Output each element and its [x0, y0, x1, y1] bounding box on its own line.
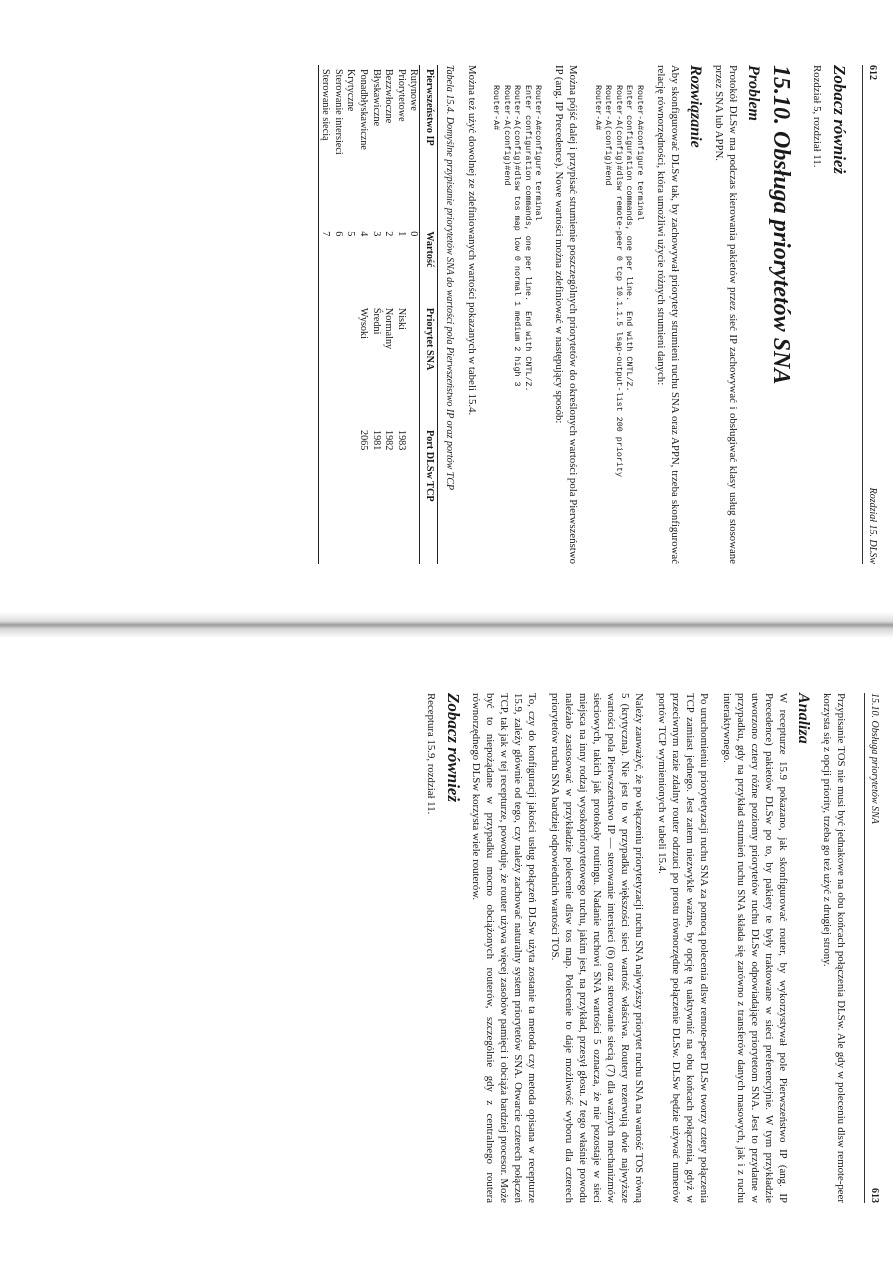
- table-row: [382, 65, 395, 564]
- analysis-paragraph: To, czy do konfiguracji jakości usług połączeń DLSw użyta zostanie ta metoda czy metoda opisana w recepturze 15.9, zależy głównie od tego, czy należy zachować naturalny system priorytetów SNA. Otwarcie czterech połączeń TCP, tak jak w tej recepturze, powoduje, że router używa więcej zasobów pamięci i obciąża bardziej procesor. Może być to niepożądane w przypadku mocno obciążonych routerów, szczególnie gdy z centralnego routera równorzędnego DLSw korzysta wiele routerów.: [470, 693, 538, 1203]
- left-page: [0, 0, 893, 622]
- left-page-number: 612: [867, 65, 878, 80]
- table-cell: 2065: [358, 429, 370, 451]
- table-header-cell: Priorytet SNA: [420, 304, 438, 426]
- table-cell: Sterowanie siecią: [318, 65, 331, 227]
- problem-text: Protokół DLSw ma podczas kierowania pakietów przez sieć IP zachowywać i obsługiwać klasy usług stosowane przez SNA lub APPN.: [713, 65, 739, 564]
- table-cell: 1983: [395, 429, 407, 451]
- table-cell: 1: [395, 231, 407, 237]
- table-header-cell: Wartość: [420, 227, 438, 304]
- tos-map-text: Można pójść dalej i przypisać strumienie poszczególnych priorytetów do określonych wartości pola Pierwszeństwo IP (ang. IP Precedence). Nowe wartości można zdefiniować w następujący sposób:: [553, 65, 580, 564]
- table-cell: [344, 426, 357, 564]
- table-cell: Błyskawiczne: [370, 69, 382, 127]
- table-cell: Wysoki: [358, 307, 370, 339]
- table-cell: 3: [370, 231, 382, 237]
- table-cell: Średni: [370, 307, 382, 335]
- table-cell: [331, 304, 344, 426]
- right-intro-text: Przypisanie TOS nie musi być jednakowe na obu końcach połączenia DLSw. Ale gdy w poleceniu dlsw remote-peer korzysta się z opcji priority, trzeba go też użyć z drugiej strony.: [821, 693, 847, 1203]
- table-header-row: [420, 65, 438, 564]
- code-block-priority: Router-A#configure terminal Enter configuration commands, one per line. End with CNTL/Z. Router-A(config)#dlsw remote-peer 0 tcp 10.1.1.5 lsap-output-list 200 priority Router-A(config)#end Router-A#: [593, 85, 645, 478]
- right-running-head: [864, 693, 881, 1203]
- right-page: [0, 627, 893, 1263]
- table-cell: Krytyczne: [345, 69, 357, 112]
- table-cell: Ponadbłyskawiczne: [358, 69, 370, 150]
- table-row: [318, 65, 331, 564]
- right-see-also-text: Receptura 15.9, rozdział 11.: [425, 693, 437, 815]
- table-cell: Priorytetowe: [395, 69, 407, 122]
- table-header-cell: Pierwszeństwo IP: [420, 65, 438, 227]
- table-cell: 4: [358, 231, 370, 237]
- table-cell: [331, 426, 344, 564]
- right-page-wrapper: [0, 627, 893, 1263]
- table-caption: Tabela 15.4. Domyślne przypisanie priorytetów SNA do wartości pola Pierwszeństwo IP oraz portów TCP: [444, 65, 455, 491]
- table-row: [356, 65, 369, 564]
- left-see-also-text: Rozdział 5, rozdział 11.: [811, 65, 823, 168]
- analysis-paragraph: W recepturze 15.9 pokazano, jak skonfigurować router, by wykorzystywał pole Pierwszeństwo IP (ang. IP Precedence) pakietów DLSw po to, by pakiety te były traktowane w sieci preferencyjnie. W tym przykładzie utworzono cztery różne poziomy priorytetów ruchu DLSw odpowiadające priorytetom SNA. Jest to przydatne w przypadku, gdy na przykład strumień ruchu SNA składa się zarówno z transferów danych masowych, jak i z ruchu interaktywnego.: [721, 693, 789, 1203]
- table-cell: Bezzwłoczne: [383, 69, 395, 124]
- table-cell: [344, 304, 357, 426]
- table-cell: 2: [383, 231, 395, 237]
- table-row: [394, 65, 407, 564]
- left-running-head: [862, 65, 879, 564]
- left-see-also-heading: Zobacz również: [830, 65, 849, 175]
- left-page-wrapper: [0, 0, 893, 622]
- table-cell: 0: [408, 231, 420, 237]
- table-row: [369, 65, 382, 564]
- table-row: [331, 65, 344, 564]
- table-cell: 1982: [383, 429, 395, 451]
- solution-heading: Rozwiązanie: [687, 65, 704, 148]
- table-cell: 1981: [370, 429, 382, 451]
- left-running-title: Rozdział 15. DLSw: [867, 487, 878, 564]
- table-intro-text: Można też użyć dowolnej ze zdefiniowanych wartości pokazanych w tabeli 15.4.: [466, 65, 478, 416]
- table-cell: 5: [345, 231, 357, 237]
- right-page-number: 613: [869, 1188, 880, 1203]
- table-cell: [318, 426, 331, 564]
- problem-heading: Problem: [745, 65, 762, 121]
- table-cell: Rutynowe: [408, 69, 420, 111]
- table-header-cell: Port DLSw TCP: [420, 426, 438, 564]
- analysis-heading: Analiza: [795, 693, 812, 744]
- table-cell: [407, 426, 420, 564]
- analysis-paragraph: Należy zauważyć, że po włączeniu priorytetyzacji ruchu SNA najwyższy priorytet ruchu SNA na wartość TOS równą 5 (krytyczna). Nie jest to w przypadku większości sieci wartość właściwa. Routery rezerwują dwie najwyższe wartości pola Pierwszeństwo IP — sterowanie intersieci (6) oraz sterowanie siecią (7) dla ważnych mechanizmów sieciowych, takich jak protokoły routingu. Nadanie ruchowi SNA wartości 5 oznacza, że nie pozostaje w sieci miejsca na inny rodzaj wysokopriorytetowego ruchu, jakim jest, na przykład, przesył głosu. Z tego właśnie powodu należało zastosować w przykładzie polecenie dlsw tos map. Polecenie to daje możliwość wyboru dla czterech priorytetów ruchu SNA bardziej odpowiednich wartości TOS.: [549, 693, 645, 1203]
- table-row: [407, 65, 420, 564]
- table-cell: 6: [332, 231, 344, 237]
- chapter-title: 15.10. Obsługa priorytetów SNA: [768, 65, 794, 385]
- right-running-title: 15.10. Obsługa priorytetów SNA: [869, 693, 880, 824]
- table-cell: Sterowanie intersieci: [332, 69, 344, 155]
- tos-table: [318, 65, 438, 564]
- table-cell: 7: [318, 227, 331, 304]
- table-cell: Normalny: [383, 307, 395, 350]
- code-block-tos-map: Router-A#configure terminal Enter configuration commands, one per line. End with CNTL/Z. Router-A(config)#dlsw tos map low 0 normal 1 medium 2 high 3 Router-A(config)#end Router-A#: [491, 85, 544, 392]
- table-cell: [407, 304, 420, 426]
- table-cell: [318, 304, 331, 426]
- table-row: [344, 65, 357, 564]
- analysis-paragraph: Po uruchomieniu priorytetyzacji ruchu SNA za pomocą polecenia dlsw remote-peer DLSw tworzy cztery połączenia TCP zamiast jednego. Jest zatem niezwykle ważne, by opcję tę uaktywnić na obu końcach połączenia, gdyż w przeciwnym razie zdalny router odrzuci po prostu równorzędne połączenie DLSw. DLSw będzie używać numerów portów TCP wymienionych w tabeli 15.4.: [656, 693, 710, 1203]
- solution-text: Aby skonfigurować DLSw tak, by zachowywał priorytety strumieni ruchu SNA oraz APPN, trzeba skonfigurować relację równorzędności, która umożliwi użycie różnych strumieni danych:: [655, 65, 681, 564]
- table-cell: Niski: [395, 307, 407, 330]
- right-see-also-heading: Zobacz również: [444, 693, 463, 803]
